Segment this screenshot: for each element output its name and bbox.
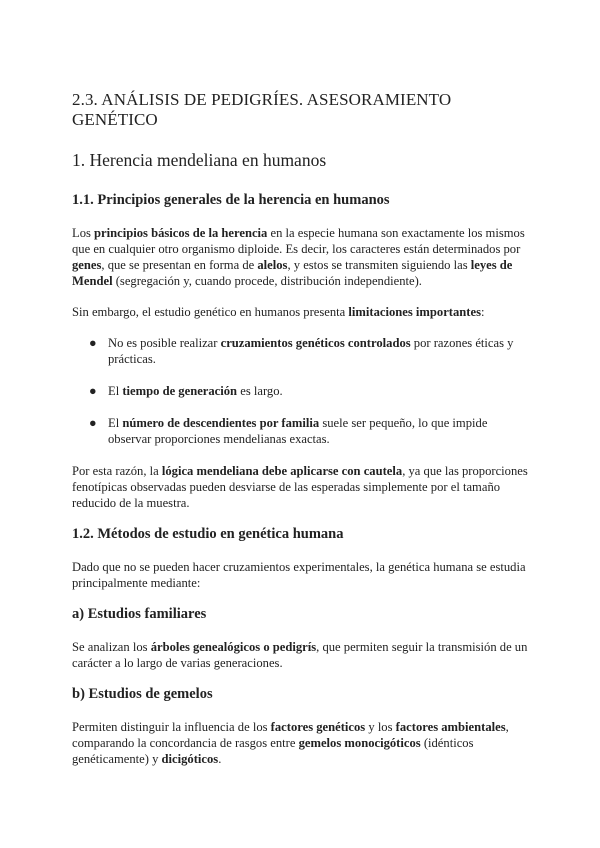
bullet-icon: ●	[89, 384, 97, 398]
list-item: ● El número de descendientes por familia suele ser pequeño, lo que impide observar proporciones mendelianas exactas.	[89, 416, 488, 446]
section-heading: 1. Herencia mendeliana en humanos	[72, 150, 327, 170]
list-item: ● No es posible realizar cruzamientos genéticos controlados por razones éticas y prácticas.	[89, 336, 514, 366]
subsection-heading: b) Estudios de gemelos	[72, 686, 213, 702]
list-item: ● El tiempo de generación es largo.	[89, 384, 283, 398]
paragraph-cautela: Por esta razón, la lógica mendeliana debe aplicarse con cautela, ya que las proporciones fenotípicas observadas pueden desviarse de las esperadas simplemente por el tamaño reducido de la muestra.	[72, 464, 528, 510]
subsection-heading: 1.1. Principios generales de la herencia en humanos	[72, 192, 390, 208]
bullet-icon: ●	[89, 336, 97, 350]
bullet-icon: ●	[89, 416, 97, 430]
paragraph-principios: Los principios básicos de la herencia en la especie humana son exactamente los mismos que en cualquier otro organismo diploide. Es decir, los caracteres están determinados por genes, que se presentan en forma de alelos, y estos se transmiten siguiendo las leyes de Mendel (segregación y, cuando procede, distribución independiente).	[72, 226, 525, 288]
limitations-list	[72, 335, 528, 447]
document-title: 2.3. ANÁLISIS DE PEDIGRÍES. ASESORAMIENTO GENÉTICO	[72, 90, 452, 129]
subsection-heading: 1.2. Métodos de estudio en genética humana	[72, 526, 344, 542]
paragraph-metodos-intro: Dado que no se pueden hacer cruzamientos experimentales, la genética humana se estudia principalmente mediante:	[72, 560, 526, 590]
paragraph-limitaciones: Sin embargo, el estudio genético en humanos presenta limitaciones importantes:	[72, 305, 485, 319]
paragraph-estudios-familiares: Se analizan los árboles genealógicos o pedigrís, que permiten seguir la transmisión de un carácter a lo largo de varias generaciones.	[72, 640, 528, 670]
paragraph-estudios-gemelos: Permiten distinguir la influencia de los factores genéticos y los factores ambientales, comparando la concordancia de rasgos entre gemelos monocigóticos (idénticos genéticamente) y dicigóticos.	[72, 720, 509, 766]
subsection-heading: a) Estudios familiares	[72, 606, 207, 622]
